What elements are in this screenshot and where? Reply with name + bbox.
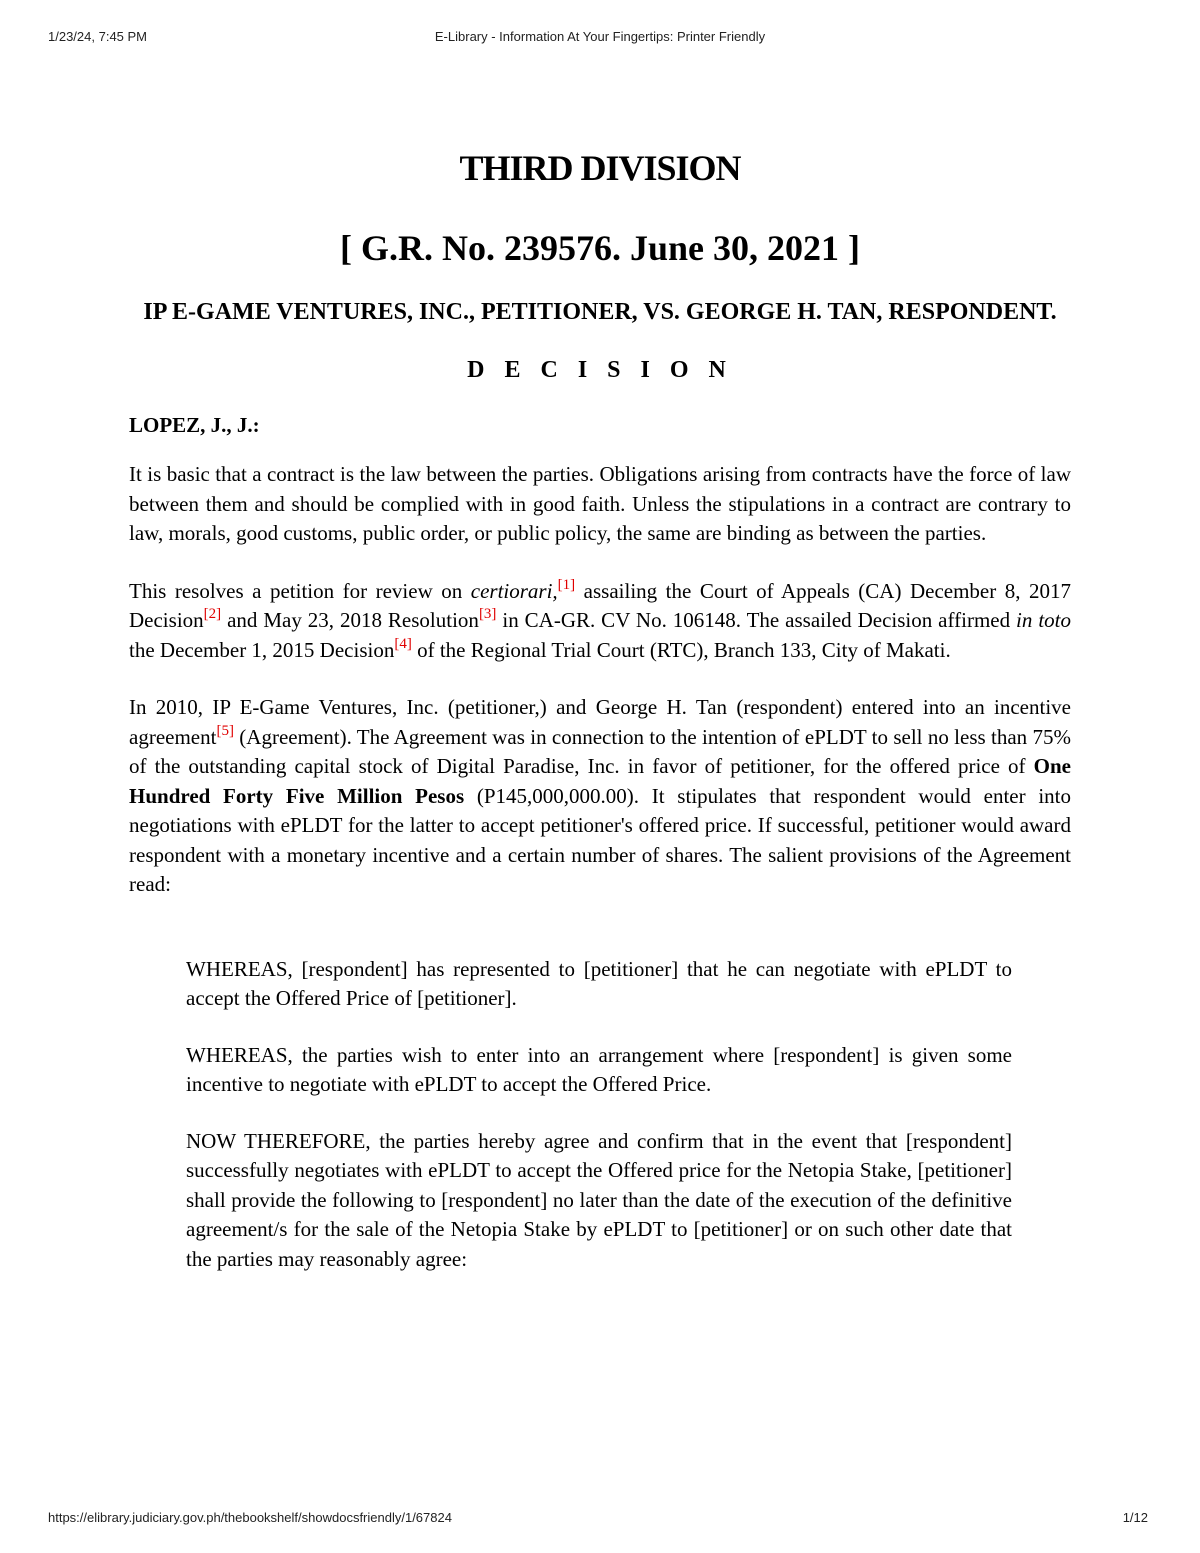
ponente: LOPEZ, J., J.: bbox=[129, 413, 260, 437]
footnote-link-5[interactable]: [5] bbox=[216, 722, 234, 739]
parties-heading: IP E-GAME VENTURES, INC., PETITIONER, VS. GEORGE H. TAN, RESPONDENT. bbox=[143, 299, 1057, 325]
quote-whereas-1: WHEREAS, [respondent] has represented to [petitioner] that he can negotiate with ePLDT to accept the Offered Price of [petitioner]. bbox=[186, 956, 1012, 1010]
footnote-link-3[interactable]: [3] bbox=[478, 606, 497, 622]
case-number-heading: [ G.R. No. 239576. June 30, 2021 ] bbox=[340, 228, 860, 268]
quote-whereas-2: WHEREAS, the parties wish to enter into an arrangement where [respondent] is given some incentive to negotiate with ePLDT to accept the Offered Price. bbox=[186, 1042, 1012, 1096]
agreement-quote bbox=[186, 955, 1012, 1275]
in-toto-term: in toto bbox=[1016, 608, 1071, 632]
print-datetime: 1/23/24, 7:45 PM bbox=[48, 29, 148, 44]
print-url: https://elibrary.judiciary.gov.ph/thebookshelf/showdocsfriendly/1/67824 bbox=[48, 1510, 452, 1525]
certiorari-term: certiorari, bbox=[470, 578, 558, 603]
paragraph-3: In 2010, IP E-Game Ventures, Inc. (petitioner,) and George H. Tan (respondent) entered into an incentive agreement[5] (Agreement). The Agreement was in connection to the intention of ePLDT to sell no less than 75% of the outstanding capital stock of Digital Paradise, Inc. in favor of petitioner, for the offered price of One Hundred Forty Five Million Pesos (P145,000,000.00). It stipulates that respondent would enter into negotiations with ePLDT for the latter to accept petitioner's offered price. If successful, petitioner would award respondent with a monetary incentive and a certain number of shares. The salient provisions of the Agreement read: bbox=[129, 695, 1071, 896]
print-page-title: E-Library - Information At Your Fingertips: Printer Friendly bbox=[434, 29, 766, 44]
paragraph-2: This resolves a petition for review on certiorari,[1] assailing the Court of Appeals (CA) December 8, 2017 Decision[2] and May 23, 2018 Resolution[3] in CA-GR. CV No. 106148. The assailed Decision affirmed in toto the December 1, 2015 Decision[4] of the Regional Trial Court (RTC), Branch 133, City of Makati. bbox=[129, 576, 1071, 662]
document-body bbox=[129, 140, 1071, 1274]
amount-in-words: One Hundred Forty Five Million Pesos bbox=[129, 754, 1071, 808]
decision-heading: D E C I S I O N bbox=[467, 357, 733, 383]
footnote-link-2[interactable]: [2] bbox=[203, 606, 222, 622]
footnote-link-1[interactable]: [1] bbox=[557, 576, 576, 593]
quote-now-therefore: NOW THEREFORE, the parties hereby agree and confirm that in the event that [respondent] successfully negotiates with ePLDT to accept the Offered price for the Netopia Stake, [petitioner] shall provide the following to [respondent] no later than the date of the execution of the definitive agreement/s for the sale of the Netopia Stake by ePLDT to [petitioner] or on such other date that the parties may reasonably agree: bbox=[186, 1128, 1012, 1271]
division-heading: THIRD DIVISION bbox=[459, 148, 741, 188]
print-page-number: 1/12 bbox=[1122, 1510, 1148, 1525]
footnote-link-4[interactable]: [4] bbox=[394, 635, 412, 652]
paragraph-1: It is basic that a contract is the law between the parties. Obligations arising from contracts have the force of law between them and should be complied with in good faith. Unless the stipulations in a contract are contrary to law, morals, good customs, public order, or public policy, the same are binding as between the parties. bbox=[129, 462, 1071, 545]
